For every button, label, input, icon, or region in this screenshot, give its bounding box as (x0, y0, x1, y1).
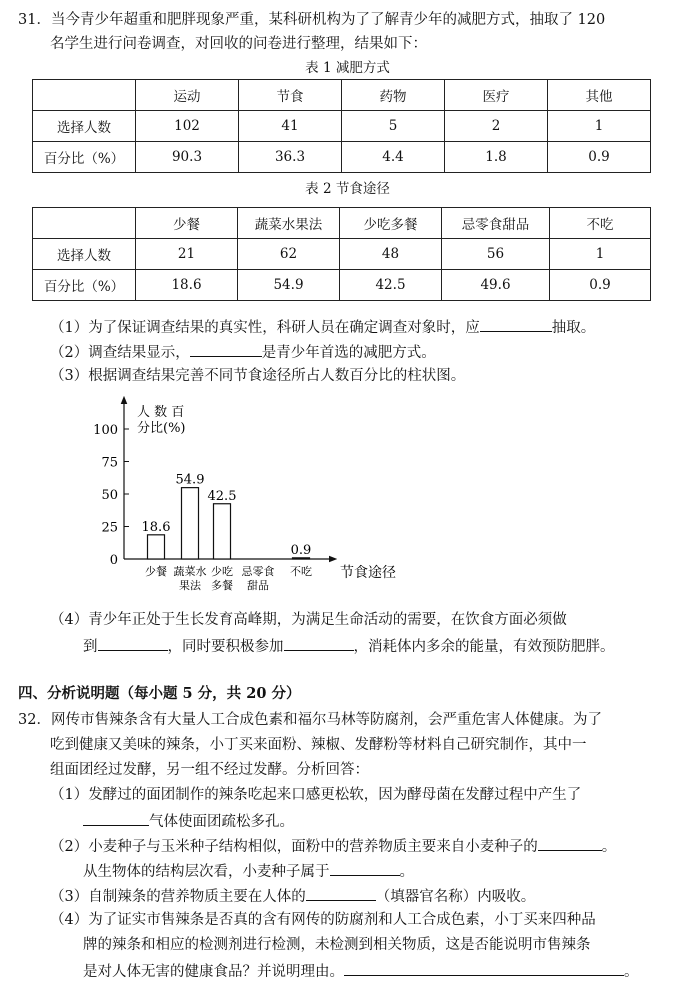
q32-p4-line1: （4）为了证实市售辣条是否真的含有网传的防腐剂和人工合成色素，小丁买来四种品 (50, 912, 596, 928)
t2-cell: 0.9 (550, 270, 651, 301)
t1-cell: 1.8 (445, 142, 548, 173)
t2-cell: 1 (550, 239, 651, 270)
t2-header-cell: 忌零食甜品 (442, 208, 550, 239)
bar (182, 488, 199, 559)
y-tick-label: 0 (109, 553, 118, 568)
t1-cell: 41 (239, 111, 342, 142)
q31-p4-blank-1[interactable] (98, 635, 168, 651)
q31-p4-line1: （4）青少年正处于生长发育高峰期，为满足生命活动的需要，在饮食方面必须做 (50, 612, 567, 628)
t2-cell: 选择人数 (33, 239, 136, 270)
t1-cell: 0.9 (548, 142, 651, 173)
q32-line1: 32．网传市售辣条含有大量人工合成色素和福尔马林等防腐剂，会严重危害人体健康。为了 (18, 712, 602, 728)
t2-header-row (33, 208, 651, 239)
t2-cell: 54.9 (238, 270, 340, 301)
t1-row (33, 111, 651, 142)
t1-row (33, 142, 651, 173)
q32-p4-blank[interactable] (344, 960, 624, 976)
t2-cell: 18.6 (136, 270, 238, 301)
category-label: 忌零食 (241, 565, 275, 578)
q31-p4-blank-2[interactable] (284, 635, 354, 651)
category-label: 不吃 (290, 565, 312, 578)
bar-chart (0, 392, 695, 602)
t2-header-cell: 少吃多餐 (340, 208, 442, 239)
t1-header-cell: 节食 (239, 80, 342, 111)
table2-caption: 表 2 节食途径 (305, 181, 390, 197)
q32-p3: （3）自制辣条的营养物质主要在人体的 （填器官名称）内吸收。 (50, 885, 535, 907)
bar (293, 558, 310, 559)
bar (148, 535, 165, 559)
q31-p2-blank[interactable] (190, 341, 262, 357)
q32-p3-blank[interactable] (306, 885, 376, 901)
bar-value-label: 18.6 (141, 519, 171, 535)
y-tick-label: 75 (101, 455, 118, 471)
table2 (32, 207, 651, 301)
t1-header-cell: 其他 (548, 80, 651, 111)
t1-cell: 5 (342, 111, 445, 142)
t1-header-cell: 运动 (136, 80, 239, 111)
q31-p1: （1）为了保证调查结果的真实性，科研人员在确定调查对象时，应 抽取。 (50, 316, 595, 338)
bar-value-label: 42.5 (207, 488, 237, 504)
t1-header-cell (33, 80, 136, 111)
t2-cell: 49.6 (442, 270, 550, 301)
q32-p1-line1: （1）发酵过的面团制作的辣条吃起来口感更松软，因为酵母菌在发酵过程中产生了 (50, 787, 582, 803)
y-tick-label: 50 (101, 488, 118, 503)
t1-cell: 90.3 (136, 142, 239, 173)
bar (214, 504, 231, 559)
t2-row (33, 270, 651, 301)
q31-p2: （2）调查结果显示， 是青少年首选的减肥方式。 (50, 341, 436, 363)
t2-cell: 56 (442, 239, 550, 270)
category-label: 果法 (179, 579, 201, 592)
q32-p2-line2: 从生物体的结构层次看，小麦种子属于 。 (83, 860, 414, 882)
t1-header-row (33, 80, 651, 111)
t2-header-cell: 蔬菜水果法 (238, 208, 340, 239)
bar-value-label: 0.9 (290, 542, 312, 558)
category-label: 少吃 (211, 565, 233, 578)
q31-p1-blank[interactable] (480, 316, 552, 332)
t2-header-cell: 不吃 (550, 208, 651, 239)
table1 (32, 79, 651, 173)
t2-row (33, 239, 651, 270)
y-axis-label-line1: 人 数 百 (137, 405, 185, 420)
q32-line2: 吃到健康又美味的辣条，小丁买来面粉、辣椒、发酵粉等材料自己研究制作，其中一 (50, 737, 587, 753)
t2-cell: 百分比（%） (33, 270, 136, 301)
t1-cell: 1 (548, 111, 651, 142)
q32-p2-blank-1[interactable] (538, 835, 602, 851)
t1-cell: 2 (445, 111, 548, 142)
category-label: 多餐 (211, 579, 233, 592)
t1-header-cell: 医疗 (445, 80, 548, 111)
category-label: 甜品 (247, 579, 269, 592)
t2-cell: 42.5 (340, 270, 442, 301)
q31-p4-line2: 到 ，同时要积极参加 ，消耗体内多余的能量，有效预防肥胖。 (83, 635, 615, 657)
y-axis-label-line2: 分比(%) (137, 421, 186, 436)
t1-cell: 4.4 (342, 142, 445, 173)
t1-cell: 选择人数 (33, 111, 136, 142)
category-label: 少餐 (145, 565, 167, 578)
t1-cell: 36.3 (239, 142, 342, 173)
x-axis-label: 节食途径 (340, 565, 396, 581)
y-tick-label: 25 (101, 520, 118, 536)
q32-p2-line1: （2）小麦种子与玉米种子结构相似，面粉中的营养物质主要来自小麦种子的 。 (50, 835, 616, 857)
t1-header-cell: 药物 (342, 80, 445, 111)
q31-line2: 名学生进行问卷调查，对回收的问卷进行整理，结果如下： (50, 36, 427, 52)
q31-p3: （3）根据调查结果完善不同节食途径所占人数百分比的柱状图。 (50, 368, 466, 384)
bar-value-label: 54.9 (175, 472, 205, 488)
q32-p4-line2: 牌的辣条和相应的检测剂进行检测，未检测到相关物质，这是否能说明市售辣条 (83, 937, 591, 953)
t2-header-cell: 少餐 (136, 208, 238, 239)
q32-p1-line2: 气体使面团疏松多孔。 (83, 810, 294, 832)
t2-cell: 48 (340, 239, 442, 270)
q32-p2-blank-2[interactable] (330, 860, 400, 876)
t2-header-cell (33, 208, 136, 239)
y-tick-label: 100 (93, 423, 118, 438)
section4-heading: 四、分析说明题（每小题 5 分，共 20 分） (18, 685, 301, 702)
q32-line3: 组面团经过发酵，另一组不经过发酵。分析回答： (50, 762, 369, 778)
category-label: 蔬菜水 (173, 565, 207, 578)
t1-cell: 百分比（%） (33, 142, 136, 173)
q32-p4-line3: 是对人体无害的健康食品？并说明理由。 。 (83, 960, 639, 982)
t2-cell: 21 (136, 239, 238, 270)
table1-caption: 表 1 减肥方式 (305, 60, 390, 76)
q32-p1-blank[interactable] (83, 810, 149, 826)
t1-cell: 102 (136, 111, 239, 142)
t2-cell: 62 (238, 239, 340, 270)
q31-line1: 31．当今青少年超重和肥胖现象严重，某科研机构为了了解青少年的减肥方式，抽取了 120 (18, 12, 606, 28)
